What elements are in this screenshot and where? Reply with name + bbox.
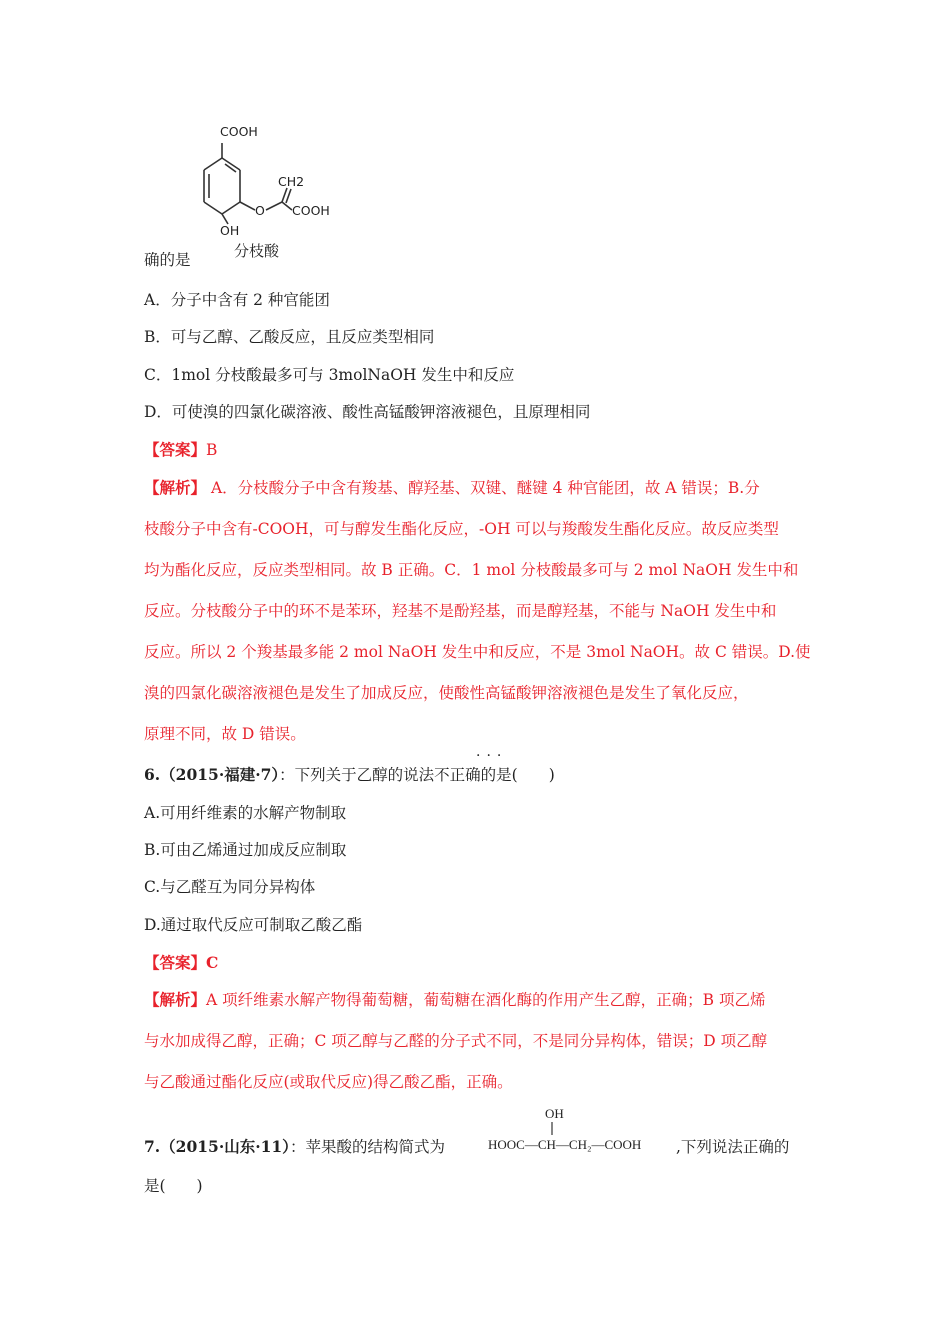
q7-stem-a: ：苹果酸的结构简式为 <box>289 1138 445 1156</box>
q6-answer-label: 【答案】 <box>144 953 207 972</box>
cooh-top-label: COOH <box>220 124 258 139</box>
q5-option-a: A．分子中含有 2 种官能团 <box>144 291 330 309</box>
q6-analysis-line-3: 与乙酸通过酯化反应(或取代反应)得乙酸乙酯，正确。 <box>144 1073 513 1091</box>
q6-option-d: D.通过取代反应可制取乙酸乙酯 <box>144 916 363 934</box>
q5-analysis-line-7: 原理不同，故 D 错误。 <box>144 725 306 743</box>
q5-answer-value: B <box>206 441 218 459</box>
q5-analysis-text-1: A．分枝酸分子中含有羧基、醇羟基、双键、醚键 4 种官能团，故 A 错误；B.分 <box>206 479 760 497</box>
q6-number: 6.（2015·福建·7） <box>144 765 280 784</box>
q6-answer <box>144 953 218 973</box>
q6-stem-text: ：下列关于乙醇的说法不正确的是( ) <box>279 766 555 784</box>
q7-stem <box>144 1137 445 1157</box>
q5-option-c: C．1mol 分枝酸最多可与 3molNaOH 发生中和反应 <box>144 366 515 384</box>
emphasis-dots: ··· <box>476 748 508 764</box>
q5-stem-tail: 确的是 <box>144 251 191 269</box>
q7-stem-b: ,下列说法正确的 <box>676 1138 790 1156</box>
cooh-right-label: COOH <box>292 203 330 218</box>
q5-analysis-line-3: 均为酯化反应，反应类型相同。故 B 正确。C．1 mol 分枝酸最多可与 2 mol NaOH 发生中和 <box>144 561 799 579</box>
q6-analysis-line-1 <box>144 990 765 1010</box>
q6-option-c: C.与乙醛互为同分异构体 <box>144 878 316 896</box>
ch2-label: CH2 <box>278 174 305 189</box>
q5-analysis-label: 【解析】 <box>144 478 207 497</box>
q5-option-b: B．可与乙醇、乙酸反应，且反应类型相同 <box>144 328 435 346</box>
oh-label: OH <box>220 223 240 238</box>
q5-analysis-line-4: 反应。分枝酸分子中的环不是苯环，羟基不是酚羟基，而是醇羟基，不能与 NaOH 发生中和 <box>144 602 777 620</box>
q7-stem-c: 是( ) <box>144 1177 203 1195</box>
malic-oh-label: OH <box>545 1106 564 1121</box>
q5-analysis-line-2: 枝酸分子中含有-COOH，可与醇发生酯化反应，-OH 可以与羧酸发生酯化反应。故反应类型 <box>144 520 779 538</box>
q6-option-a: A.可用纤维素的水解产物制取 <box>144 804 347 822</box>
q7-number: 7.（2015·山东·11） <box>144 1137 290 1156</box>
ether-o-label: O <box>255 203 265 218</box>
q5-analysis-line-6: 溴的四氯化碳溶液褪色是发生了加成反应，使酸性高锰酸钾溶液褪色是发生了氧化反应， <box>144 684 749 702</box>
molecule-skeleton <box>0 0 950 300</box>
q5-analysis-line-1 <box>144 478 760 498</box>
molecule-name: 分枝酸 <box>234 242 280 260</box>
q6-stem <box>144 765 555 785</box>
malic-acid-formula: HOOC—CH—CH₂—COOH <box>488 1137 642 1152</box>
q5-answer <box>144 440 217 460</box>
q5-answer-label: 【答案】 <box>144 440 207 459</box>
q5-analysis-line-5: 反应。所以 2 个羧基最多能 2 mol NaOH 发生中和反应，不是 3mol NaOH。故 C 错误。D.使 <box>144 643 811 661</box>
q6-analysis-text-1: A 项纤维素水解产物得葡萄糖，葡萄糖在酒化酶的作用产生乙醇，正确；B 项乙烯 <box>206 991 766 1009</box>
q6-answer-value: C <box>206 953 219 972</box>
q6-analysis-line-2: 与水加成得乙醇，正确；C 项乙醇与乙醛的分子式不同，不是同分异构体，错误；D 项乙醇 <box>144 1032 768 1050</box>
q6-analysis-label: 【解析】 <box>144 990 207 1009</box>
q6-option-b: B.可由乙烯通过加成反应制取 <box>144 841 347 859</box>
q5-option-d: D．可使溴的四氯化碳溶液、酸性高锰酸钾溶液褪色，且原理相同 <box>144 403 591 421</box>
